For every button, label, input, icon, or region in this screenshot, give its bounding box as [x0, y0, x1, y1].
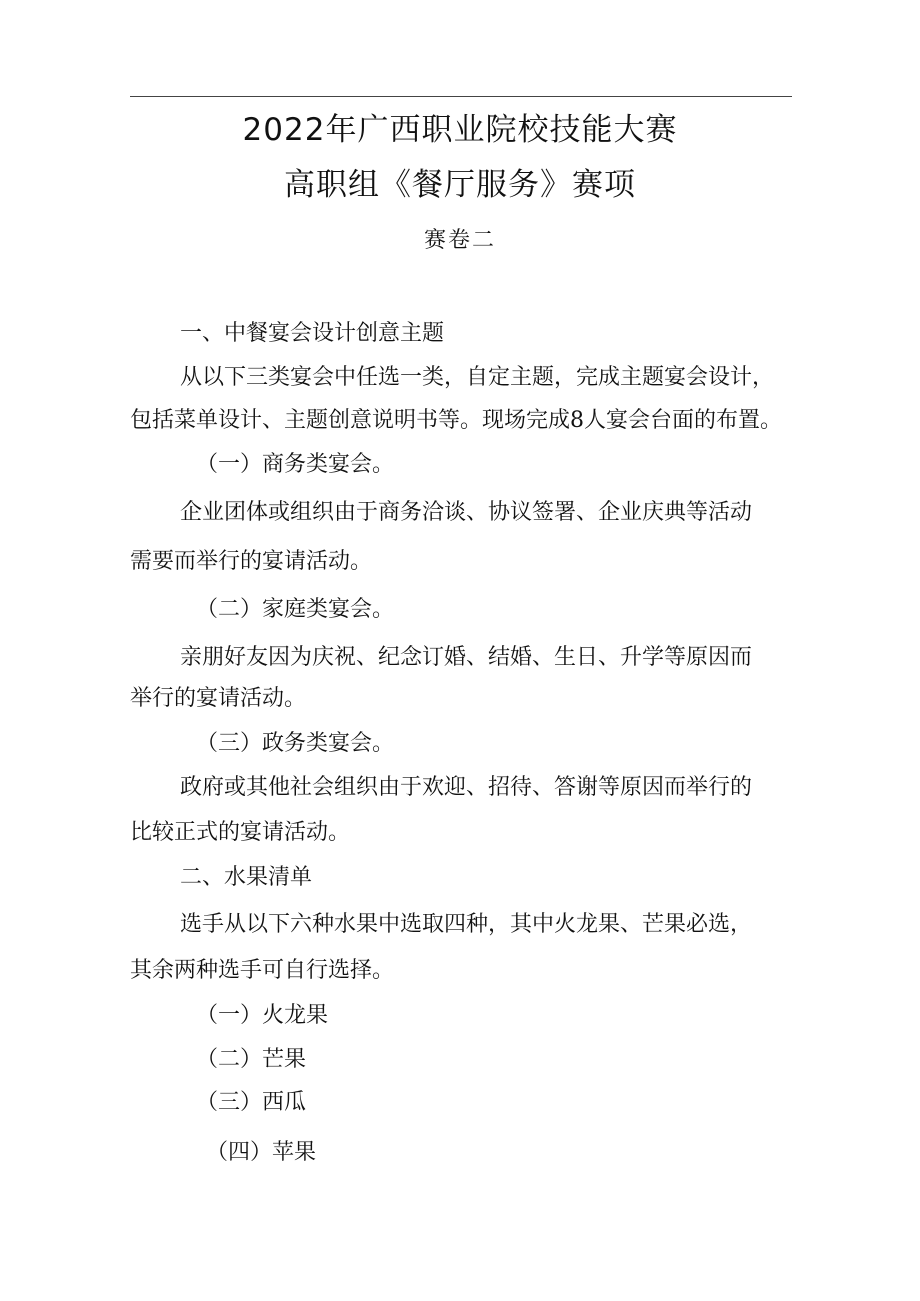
fruit-item-1: （一）火龙果	[196, 1003, 329, 1028]
exam-subtitle: 赛卷二	[423, 228, 496, 253]
fruit-item-3: （三）西瓜	[196, 1090, 307, 1115]
section2-heading: 二、水果清单	[180, 865, 313, 890]
item1-title: （一）商务类宴会。	[196, 452, 395, 477]
section2-intro-line-1: 选手从以下六种水果中选取四种，其中火龙果、芒果必选，	[180, 912, 753, 937]
item1-desc-line-2: 需要而举行的宴请活动。	[130, 549, 373, 574]
section1-heading: 一、中餐宴会设计创意主题	[180, 321, 445, 346]
section1-intro-line-2: 包括菜单设计、主题创意说明书等。现场完成8人宴会台面的布置。	[130, 408, 782, 433]
item1-desc-line-1: 企业团体或组织由于商务洽谈、协议签署、企业庆典等活动	[180, 500, 753, 525]
item3-desc-line-1: 政府或其他社会组织由于欢迎、招待、答谢等原因而举行的	[180, 775, 753, 800]
item3-title: （三）政务类宴会。	[196, 731, 395, 756]
item2-desc-line-2: 举行的宴请活动。	[130, 686, 307, 711]
section2-intro-line-2: 其余两种选手可自行选择。	[130, 958, 395, 983]
title-line-2: 高职组《餐厅服务》赛项	[284, 167, 636, 203]
header-rule	[130, 96, 792, 97]
fruit-item-4: （四）苹果	[206, 1140, 317, 1165]
section1-intro-line-1: 从以下三类宴会中任选一类，自定主题，完成主题宴会设计，	[180, 365, 775, 390]
item3-desc-line-2: 比较正式的宴请活动。	[130, 820, 351, 845]
item2-desc-line-1: 亲朋好友因为庆祝、纪念订婚、结婚、生日、升学等原因而	[180, 645, 753, 670]
fruit-item-2: （二）芒果	[196, 1047, 307, 1072]
title-line-1: 2022年广西职业院校技能大赛	[242, 112, 678, 148]
item2-title: （二）家庭类宴会。	[196, 597, 395, 622]
